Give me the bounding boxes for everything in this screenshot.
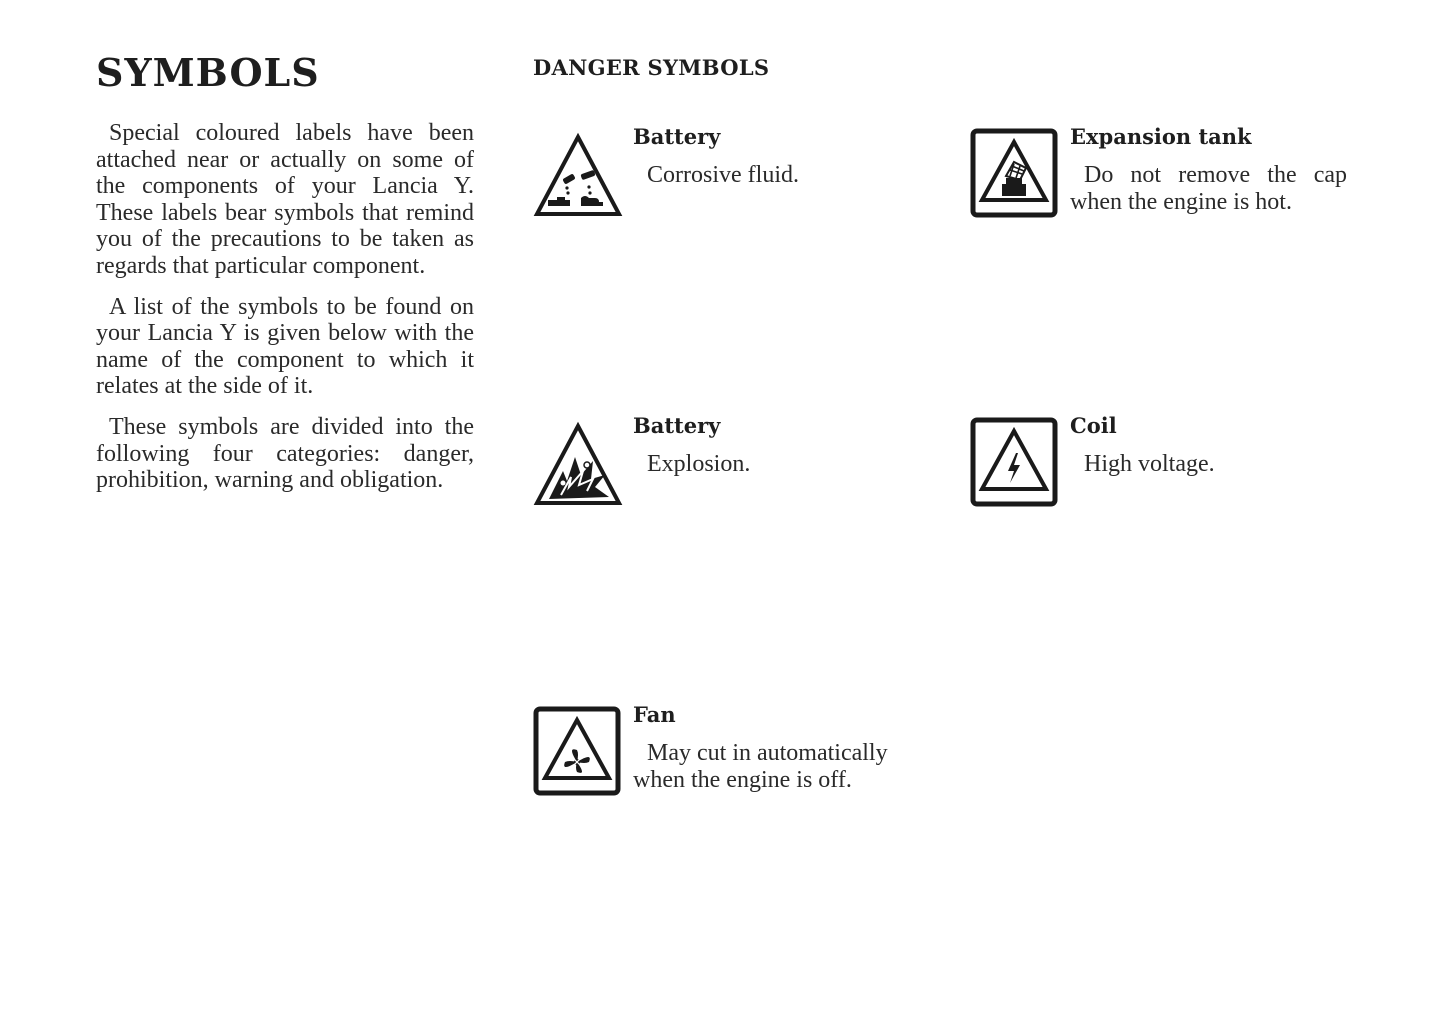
hot-cap-icon [970,128,1058,218]
intro-paragraph: These symbols are divided into the following four categories: danger, prohibition, warning and obligation. [96,413,474,494]
symbol-text [633,124,799,189]
symbol-description: May cut in automatically when the engine is off. [633,740,888,793]
symbol-description: Corrosive fluid. [647,162,799,188]
section-title: DANGER SYMBOLS [533,55,770,80]
symbol-text [633,702,913,794]
page-title: SYMBOLS [96,50,320,95]
symbol-name: Battery [633,413,721,438]
symbol-item-fan [533,702,933,802]
symbol-name: Battery [633,124,721,149]
symbol-name: Coil [1070,413,1117,438]
explosion-icon [533,421,623,509]
symbol-item-coil [970,413,1350,513]
symbol-description: Explosion. [647,451,751,477]
intro-paragraph: Special coloured labels have been attached near or actually on some of the components of your Lancia Y. These labels bear symbols that remind you of the precautions to be taken as regards that particular component. [96,120,474,279]
symbol-item-battery-explosion [533,413,853,513]
symbol-item-battery-corrosive [533,124,853,224]
intro-text [96,120,474,508]
high-voltage-icon [970,417,1058,507]
corrosive-icon [533,132,623,220]
symbol-text [1070,124,1347,216]
symbol-description: Do not remove the cap when the engine is hot. [1070,162,1347,215]
fan-icon [533,706,621,796]
symbol-item-expansion-tank [970,124,1350,224]
intro-paragraph: A list of the symbols to be found on your Lancia Y is given below with the name of the component to which it relates at the side of it. [96,293,474,400]
symbol-text [633,413,750,478]
symbol-name: Fan [633,702,676,727]
symbol-name: Expansion tank [1070,124,1252,149]
symbol-text [1070,413,1215,478]
symbol-description: High voltage. [1084,451,1215,477]
